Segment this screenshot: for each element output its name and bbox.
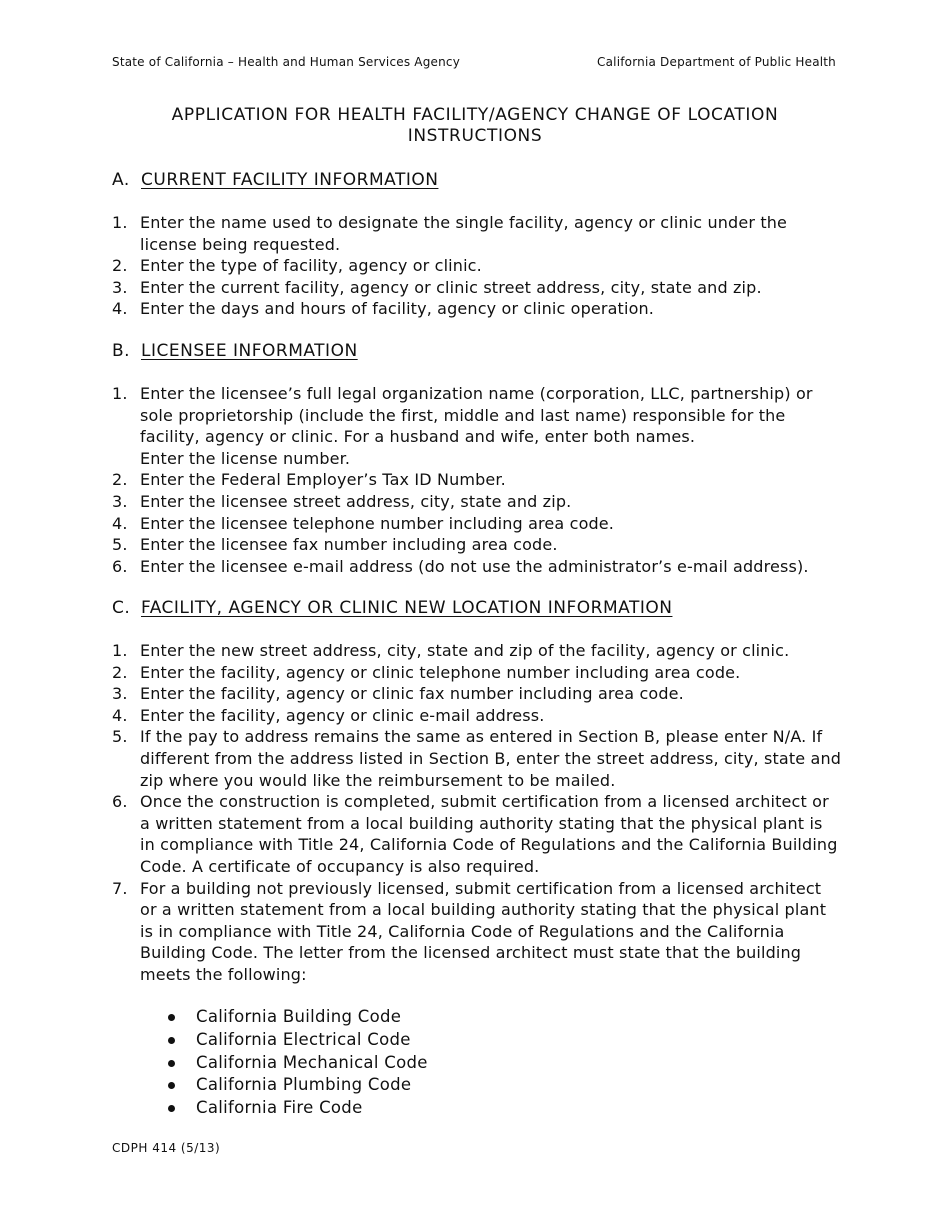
bullet-icon <box>168 1037 175 1044</box>
item-text: Enter the facility, agency or clinic fax number including area code. <box>140 684 684 704</box>
list-item <box>112 255 842 277</box>
code-text: California Plumbing Code <box>196 1075 412 1095</box>
item-text: Enter the license number. <box>140 448 351 468</box>
title-line-2: INSTRUCTIONS <box>407 126 543 146</box>
item-text: Enter the days and hours of facility, agency or clinic operation. <box>140 299 655 319</box>
item-text: Enter the facility, agency or clinic telephone number including area code. <box>140 662 741 682</box>
building-codes-list <box>168 1006 428 1120</box>
list-item <box>168 1006 428 1029</box>
form-id: CDPH 414 (5/13) <box>112 1141 221 1155</box>
item-number: 3. <box>112 684 128 704</box>
section-c-heading <box>112 598 672 618</box>
item-number: 1. <box>112 384 128 403</box>
agency-header: State of California – Health and Human Services Agency <box>112 55 461 69</box>
item-text: Enter the licensee street address, city, state and zip. <box>140 491 572 511</box>
list-item <box>112 791 842 877</box>
list-item <box>112 534 842 556</box>
list-item <box>112 640 842 662</box>
list-item <box>112 212 842 255</box>
item-number: 5. <box>112 727 128 747</box>
section-c-list <box>112 640 842 986</box>
item-text: Enter the type of facility, agency or clinic. <box>140 256 482 276</box>
code-text: California Fire Code <box>196 1098 363 1118</box>
bullet-icon <box>168 1060 175 1067</box>
item-number: 4. <box>112 513 128 533</box>
item-number: 2. <box>112 256 128 276</box>
item-text: Enter the licensee fax number including area code. <box>140 535 558 555</box>
item-number: 4. <box>112 299 128 319</box>
section-c-title: FACILITY, AGENCY OR CLINIC NEW LOCATION INFORMATION <box>141 598 673 618</box>
item-number: 3. <box>112 491 128 511</box>
list-item <box>112 383 842 448</box>
item-number: 6. <box>112 792 128 812</box>
list-item <box>112 662 842 684</box>
section-a-list <box>112 212 842 320</box>
code-text: California Electrical Code <box>196 1029 411 1049</box>
item-number: 2. <box>112 662 128 682</box>
item-text: Enter the Federal Employer’s Tax ID Number. <box>140 470 506 490</box>
section-a-heading <box>112 170 438 190</box>
section-a-letter: A. <box>112 170 130 190</box>
section-b-heading <box>112 341 358 361</box>
item-text: Enter the new street address, city, state and zip of the facility, agency or clinic. <box>140 641 790 660</box>
item-number: 2. <box>112 470 128 490</box>
bullet-icon <box>168 1082 175 1089</box>
code-text: California Mechanical Code <box>196 1052 428 1072</box>
item-number: 1. <box>112 641 128 660</box>
item-number: 7. <box>112 878 128 898</box>
item-text: Enter the facility, agency or clinic e-mail address. <box>140 705 545 725</box>
list-item <box>112 878 842 986</box>
page-title <box>112 105 838 147</box>
item-text: Once the construction is completed, submit certification from a licensed architect or a written statement from a local building authority stating that the physical plant is in compliance with Title 24, California Code of Regulations and the California Building Code. A certificate of occupancy is also required. <box>140 792 838 876</box>
item-text: Enter the licensee’s full legal organization name (corporation, LLC, partnership) or sole proprietorship (include the first, middle and last name) responsible for the facility, agency or clinic. For a husband and wife, enter both names. <box>140 384 813 447</box>
item-text: Enter the licensee telephone number including area code. <box>140 513 615 533</box>
item-number: 3. <box>112 277 128 297</box>
bullet-icon <box>168 1014 175 1021</box>
list-item <box>168 1097 428 1120</box>
list-item <box>168 1052 428 1075</box>
list-item <box>112 491 842 513</box>
item-number: 4. <box>112 705 128 725</box>
item-text: Enter the name used to designate the single facility, agency or clinic under the license being requested. <box>140 213 788 254</box>
item-text: Enter the licensee e-mail address (do not use the administrator’s e-mail address). <box>140 556 809 576</box>
code-text: California Building Code <box>196 1007 402 1026</box>
item-number: 1. <box>112 213 128 232</box>
item-text: If the pay to address remains the same as entered in Section B, please enter N/A. If different from the address listed in Section B, enter the street address, city, state and zip where you would like the reimbursement to be mailed. <box>140 727 842 790</box>
section-c-letter: C. <box>112 598 131 618</box>
bullet-icon <box>168 1105 175 1112</box>
item-text: For a building not previously licensed, submit certification from a licensed architect or a written statement from a local building authority stating that the physical plant is in compliance with Title 24, California Code of Regulations and the California Building Code. The letter from the licensed architect must state that the building meets the following: <box>140 878 827 984</box>
list-item <box>112 556 842 578</box>
item-number: 6. <box>112 556 128 576</box>
section-b-letter: B. <box>112 341 131 361</box>
department-header: California Department of Public Health <box>597 55 836 69</box>
title-line-1: APPLICATION FOR HEALTH FACILITY/AGENCY CHANGE OF LOCATION <box>171 105 779 125</box>
section-b-list <box>112 383 842 577</box>
list-item <box>112 726 842 791</box>
list-item <box>112 683 842 705</box>
section-a-title: CURRENT FACILITY INFORMATION <box>141 170 439 190</box>
list-item <box>112 513 842 535</box>
item-number: 5. <box>112 535 128 555</box>
list-item <box>112 298 842 320</box>
list-item <box>168 1074 428 1097</box>
list-item <box>112 469 842 491</box>
list-item <box>168 1029 428 1052</box>
list-item <box>112 705 842 727</box>
list-item <box>112 448 842 470</box>
section-b-title: LICENSEE INFORMATION <box>141 341 358 361</box>
item-text: Enter the current facility, agency or clinic street address, city, state and zip. <box>140 277 762 297</box>
list-item <box>112 277 842 299</box>
